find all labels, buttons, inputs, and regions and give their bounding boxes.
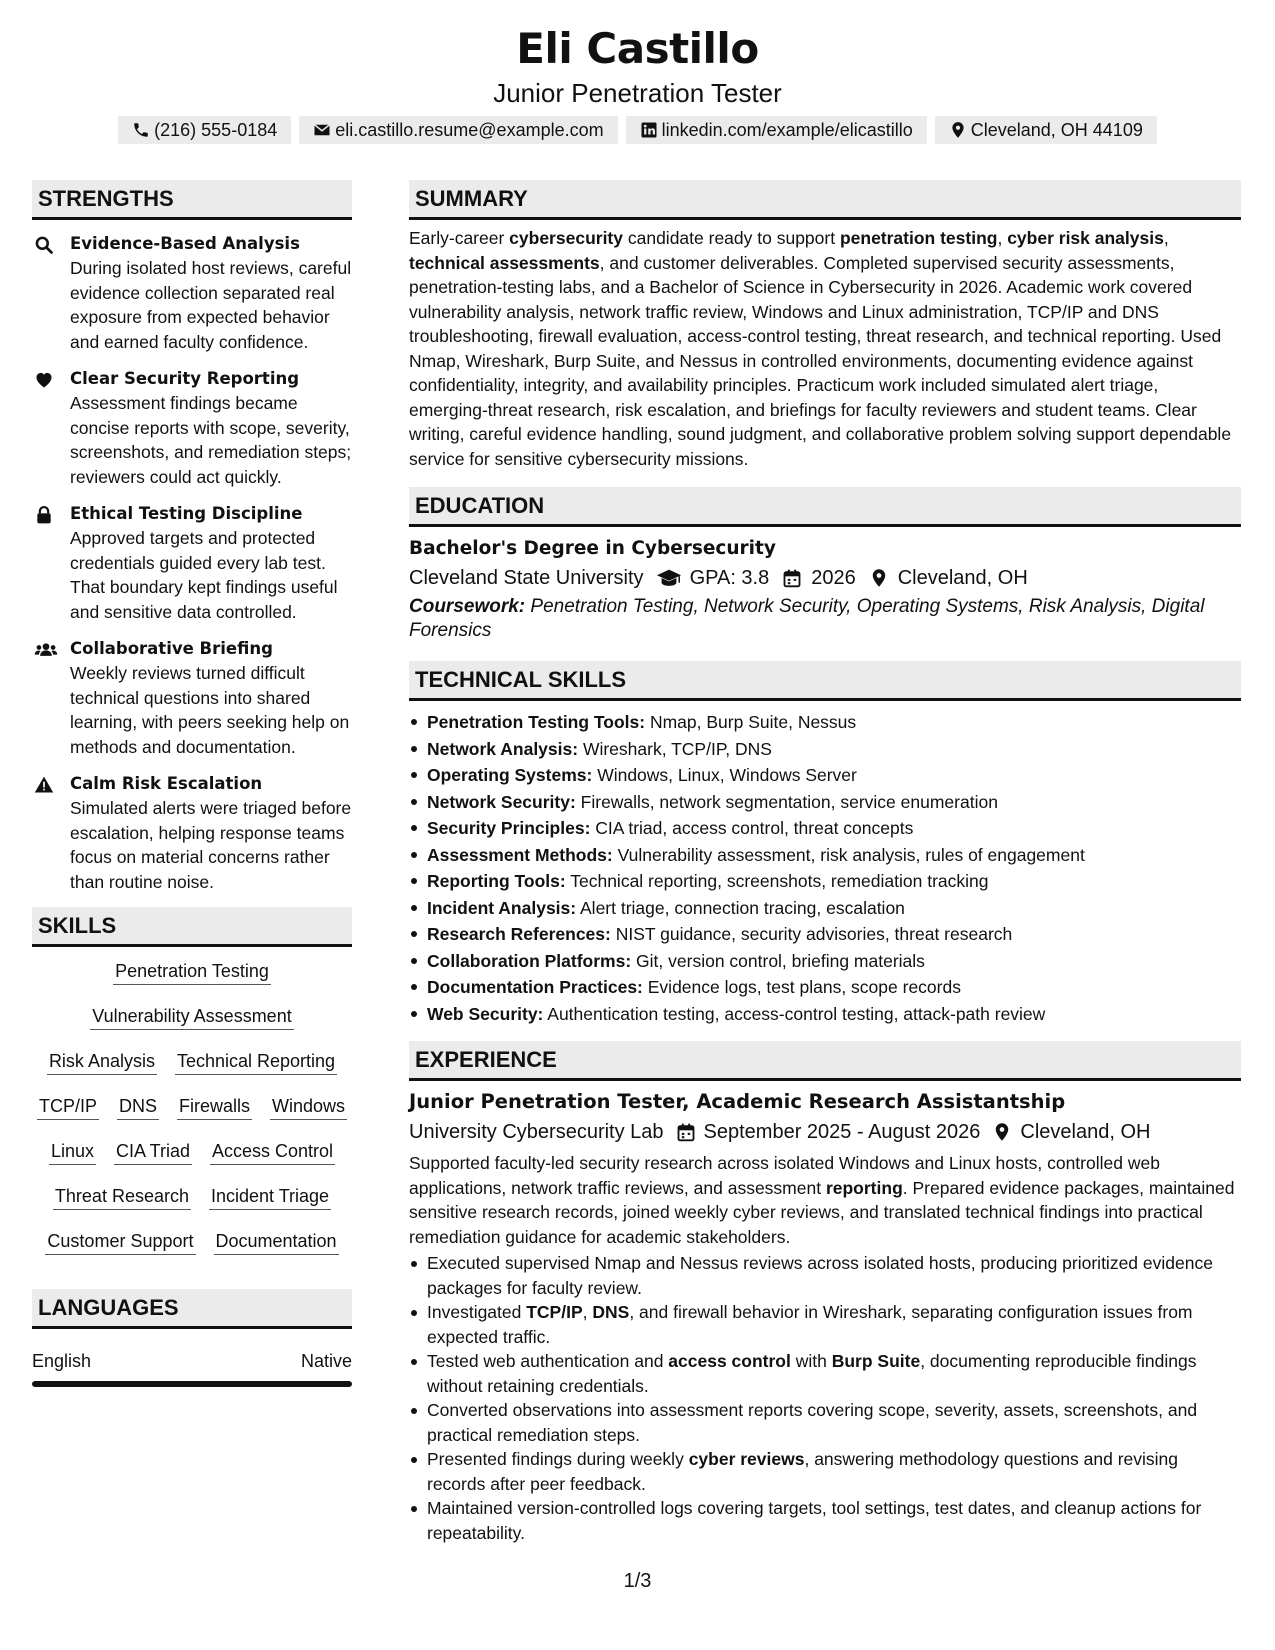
coursework-list: Penetration Testing, Network Security, Operating Systems, Risk Analysis, Digital Forensics bbox=[409, 596, 1205, 641]
strength-text: Weekly reviews turned difficult technical questions into shared learning, with peers seeking help on methods and documentation. bbox=[70, 663, 350, 757]
skill-chip: Linux bbox=[49, 1139, 96, 1165]
job-location: Cleveland, OH bbox=[1020, 1121, 1151, 1143]
strength-item bbox=[32, 772, 352, 894]
heart-icon bbox=[34, 370, 54, 390]
job-dates: September 2025 - August 2026 bbox=[703, 1121, 981, 1143]
strength-title: Evidence-Based Analysis bbox=[70, 234, 300, 253]
graduation-cap-icon bbox=[656, 568, 682, 588]
list-item: Penetration Testing Tools: Nmap, Burp Suite, Nessus bbox=[409, 709, 1241, 736]
emphasis-text: DNS bbox=[592, 1302, 630, 1322]
strength-item bbox=[32, 502, 352, 624]
list-item: Maintained version-controlled logs covering targets, tool settings, test dates, and cleanup actions for repeatability. bbox=[409, 1496, 1241, 1545]
education-degree: Bachelor's Degree in Cybersecurity bbox=[409, 538, 776, 559]
emphasis-text: reporting bbox=[825, 1177, 903, 1198]
list-item: Network Analysis: Wireshark, TCP/IP, DNS bbox=[409, 736, 1241, 763]
skill-chip: Documentation bbox=[214, 1229, 339, 1255]
summary-heading: SUMMARY bbox=[409, 180, 1241, 220]
list-item: Network Security: Firewalls, network segmentation, service enumeration bbox=[409, 789, 1241, 816]
job-details bbox=[409, 1117, 1241, 1147]
contact-bar bbox=[0, 116, 1275, 144]
contact-phone[interactable] bbox=[118, 116, 291, 144]
skill-chip: Firewalls bbox=[177, 1094, 252, 1120]
list-item: Security Principles: CIA triad, access control, threat concepts bbox=[409, 815, 1241, 842]
location-pin-icon bbox=[992, 1122, 1012, 1142]
contact-phone-text: (216) 555-0184 bbox=[154, 120, 278, 140]
contact-linkedin-text: linkedin.com/example/elicastillo bbox=[661, 120, 913, 140]
list-item: Assessment Methods: Vulnerability assessment, risk analysis, rules of engagement bbox=[409, 842, 1241, 869]
education-heading: EDUCATION bbox=[409, 487, 1241, 527]
skill-chip: Threat Research bbox=[53, 1184, 191, 1210]
education-gpa: GPA: 3.8 bbox=[689, 567, 770, 589]
linkedin-icon bbox=[640, 121, 658, 139]
skill-chip: CIA Triad bbox=[114, 1139, 192, 1165]
skill-chip: DNS bbox=[117, 1094, 159, 1120]
lock-icon bbox=[34, 505, 54, 525]
language-row bbox=[32, 1349, 352, 1373]
skills-heading: SKILLS bbox=[32, 907, 352, 947]
list-item: Web Security: Authentication testing, access-control testing, attack-path review bbox=[409, 1001, 1241, 1028]
emphasis-text: technical assessments bbox=[409, 252, 600, 273]
experience-heading: EXPERIENCE bbox=[409, 1041, 1241, 1081]
education-school: Cleveland State University bbox=[409, 567, 644, 589]
list-item: Executed supervised Nmap and Nessus reviews across isolated hosts, producing prioritized evidence packages for faculty review. bbox=[409, 1251, 1241, 1300]
education-coursework bbox=[409, 595, 1241, 643]
strength-item bbox=[32, 637, 352, 759]
language-proficiency-bar bbox=[32, 1381, 352, 1387]
strength-title: Clear Security Reporting bbox=[70, 369, 300, 388]
strengths-list bbox=[32, 232, 352, 894]
location-pin-icon bbox=[868, 568, 890, 588]
strength-title: Calm Risk Escalation bbox=[70, 774, 263, 793]
warning-icon bbox=[34, 775, 54, 795]
list-item: Investigated TCP/IP, DNS, and firewall behavior in Wireshark, separating configuration issues from expected traffic. bbox=[409, 1300, 1241, 1349]
list-item: Reporting Tools: Technical reporting, screenshots, remediation tracking bbox=[409, 868, 1241, 895]
left-column bbox=[32, 180, 352, 1387]
emphasis-text: TCP/IP bbox=[526, 1302, 583, 1322]
strength-text: Approved targets and protected credentials guided every lab test. That boundary kept findings useful and sensitive data controlled. bbox=[70, 528, 338, 622]
job-description: Supported faculty-led security research across isolated Windows and Linux hosts, controlled web applications, network traffic reviews, and assessment reporting. Prepared evidence packages, maintained sensitive research records, joined weekly cyber reviews, and translated technical findings into practical remediation guidance for academic stakeholders. bbox=[409, 1153, 1235, 1247]
education-location: Cleveland, OH bbox=[897, 567, 1028, 589]
page-number: 1/3 bbox=[623, 1570, 652, 1592]
contact-email[interactable] bbox=[299, 116, 617, 144]
location-pin-icon bbox=[949, 121, 967, 139]
strength-item bbox=[32, 232, 352, 354]
skill-chip: Access Control bbox=[210, 1139, 335, 1165]
list-item: Presented findings during weekly cyber reviews, answering methodology questions and revising records after peer feedback. bbox=[409, 1447, 1241, 1496]
strength-item bbox=[32, 367, 352, 489]
skill-chip: Windows bbox=[270, 1094, 347, 1120]
contact-linkedin[interactable] bbox=[626, 116, 927, 144]
skill-chip: Penetration Testing bbox=[113, 959, 271, 985]
list-item: Collaboration Platforms: Git, version control, briefing materials bbox=[409, 948, 1241, 975]
list-item: Documentation Practices: Evidence logs, test plans, scope records bbox=[409, 974, 1241, 1001]
skill-chip: Customer Support bbox=[45, 1229, 195, 1255]
list-item: Research References: NIST guidance, security advisories, threat research bbox=[409, 921, 1241, 948]
contact-email-text: eli.castillo.resume@example.com bbox=[335, 120, 604, 140]
technical-skills-heading: TECHNICAL SKILLS bbox=[409, 661, 1241, 701]
magnifier-icon bbox=[34, 235, 54, 255]
skill-chip: Risk Analysis bbox=[47, 1049, 157, 1075]
job-title: Junior Penetration Tester, Academic Research Assistantship bbox=[409, 1090, 1066, 1113]
resume-header bbox=[0, 20, 1275, 144]
list-item: Operating Systems: Windows, Linux, Windows Server bbox=[409, 762, 1241, 789]
strength-text: During isolated host reviews, careful evidence collection separated real exposure from expected behavior and earned faculty confidence. bbox=[70, 258, 352, 352]
strength-title: Ethical Testing Discipline bbox=[70, 504, 303, 523]
phone-icon bbox=[132, 121, 150, 139]
envelope-icon bbox=[313, 121, 331, 139]
languages-heading: LANGUAGES bbox=[32, 1289, 352, 1329]
strength-text: Assessment findings became concise reports with scope, severity, screenshots, and remediation steps; reviewers could act quickly. bbox=[70, 393, 352, 487]
skill-chip: Technical Reporting bbox=[175, 1049, 337, 1075]
candidate-name: Eli Castillo bbox=[516, 24, 759, 73]
coursework-label: Coursework: bbox=[409, 596, 526, 617]
calendar-icon bbox=[781, 568, 803, 588]
list-item: Converted observations into assessment reports covering scope, severity, assets, screenshots, and practical remediation steps. bbox=[409, 1398, 1241, 1447]
emphasis-text: cyber reviews bbox=[688, 1449, 805, 1469]
calendar-icon bbox=[676, 1122, 696, 1142]
emphasis-text: access control bbox=[668, 1351, 791, 1371]
contact-location bbox=[935, 116, 1157, 144]
skill-chip: Incident Triage bbox=[209, 1184, 331, 1210]
strength-title: Collaborative Briefing bbox=[70, 639, 273, 658]
education-year: 2026 bbox=[811, 567, 856, 589]
list-item: Tested web authentication and access control with Burp Suite, documenting reproducible findings without retaining credentials. bbox=[409, 1349, 1241, 1398]
emphasis-text: cybersecurity bbox=[509, 228, 623, 248]
language-level: Native bbox=[300, 1351, 352, 1371]
candidate-title: Junior Penetration Tester bbox=[493, 78, 782, 108]
contact-location-text: Cleveland, OH 44109 bbox=[970, 120, 1143, 140]
skills-list bbox=[32, 959, 352, 1255]
technical-skills-list bbox=[409, 709, 1241, 1027]
emphasis-text: cyber risk analysis bbox=[1007, 228, 1164, 248]
list-item: Incident Analysis: Alert triage, connection tracing, escalation bbox=[409, 895, 1241, 922]
skill-chip: TCP/IP bbox=[37, 1094, 99, 1120]
skill-chip: Vulnerability Assessment bbox=[90, 1004, 293, 1030]
emphasis-text: penetration testing bbox=[839, 228, 998, 248]
strengths-heading: STRENGTHS bbox=[32, 180, 352, 220]
summary-text: Early-career cybersecurity candidate ready to support penetration testing, cyber risk analysis, technical assessments, and customer deliverables. Completed supervised security assessments, penetration-testing labs, and a Bachelor of Science in Cybersecurity in 2026. Academic work covered vulnerability analysis, network traffic review, Windows and Linux administration, TCP/IP and DNS troubleshooting, firewall evaluation, access-control testing, threat research, and technical reporting. Used Nmap, Wireshark, Burp Suite, and Nessus in controlled environments, documenting evidence against confidentiality, integrity, and availability principles. Practicum work included simulated alert triage, emerging-threat research, risk escalation, and briefings for faculty reviewers and student teams. Clear writing, careful evidence handling, sound judgment, and collaborative problem solving support dependable service for sensitive cybersecurity missions. bbox=[409, 228, 1232, 469]
users-icon bbox=[34, 640, 58, 660]
job-org: University Cybersecurity Lab bbox=[409, 1121, 664, 1143]
right-column bbox=[409, 180, 1241, 1545]
strength-text: Simulated alerts were triaged before escalation, helping response teams focus on material concerns rather than routine noise. bbox=[70, 798, 352, 892]
job-bullets bbox=[409, 1251, 1241, 1545]
education-details bbox=[409, 563, 1241, 593]
language-name: English bbox=[32, 1351, 92, 1371]
emphasis-text: Burp Suite bbox=[831, 1351, 921, 1371]
